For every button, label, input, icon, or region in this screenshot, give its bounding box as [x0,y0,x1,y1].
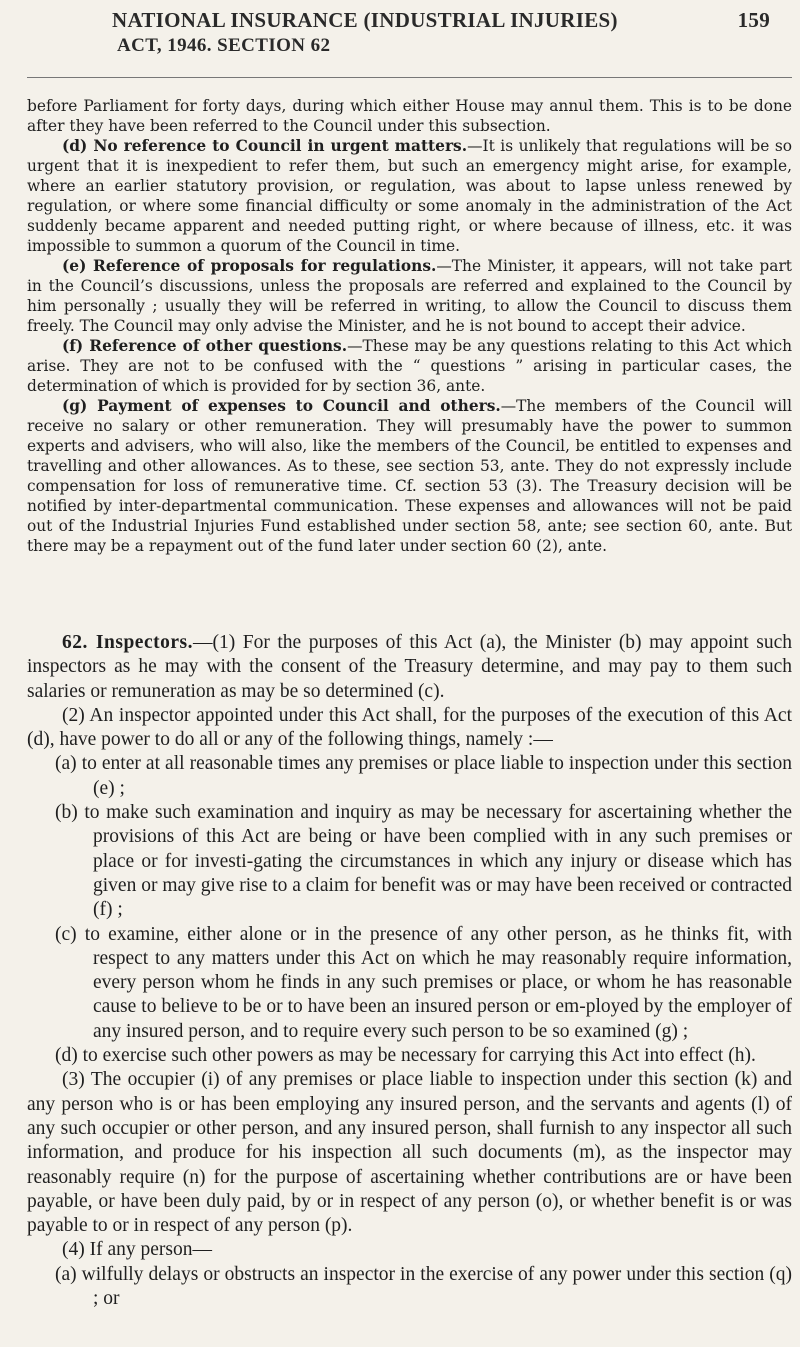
paragraph-c: (c) to examine, either alone or in the presence of any other person, as he thinks fit, with respect to any matters under this Act on which he may reasonably require information, every person whom he finds in any such premises or place, or whom he has reasonable cause to believe to be or to have been an insured person or em-ployed by the employer of any insured person, and to require every such person to be so examined (g) ; [55,923,792,1042]
paragraph-b: (b) to make such examination and inquiry as may be necessary for ascertaining whether the provisions of this Act are being or have been complied with in any such premises or place or for investi-gating the circumstances in which any injury or disease which has given or may give rise to a claim for benefit was or may have been received or contracted (f) ; [55,802,792,921]
subsection-2: (2) An inspector appointed under this Act shall, for the purposes of the execution of this Act (d), have power to do all or any of the following things, namely :— [27,704,792,751]
section-62-text [27,631,792,1311]
note-d-text: —It is unlikely that regulations will be so urgent that it is inexpedient to refer them, but such an emergency might arise, for example, where an earlier statutory provision, or regulation, was about to lapse unless renewed by regulation, or where some financial difficulty or some anomaly in the administration of the Act suddenly became apparent and needed putting right, or where because of illness, etc. it was impossible to summon a quorum of the Council in time. [27,137,792,255]
note-f-text: —These may be any questions relating to this Act which arise. They are not to be confused with the “ questions ” arising in particular cases, the determination of which is provided for by section 36, ante. [27,337,792,395]
header-rule [27,77,792,78]
page-number: 159 [737,8,770,32]
note-d [27,136,792,256]
subsection-4-paragraph-a: (a) wilfully delays or obstructs an inspector in the exercise of any power under this section (q) ; or [55,1263,792,1310]
subsection-1 [27,631,792,704]
subsection-4: (4) If any person— [62,1239,212,1261]
note-e-heading: (e) Reference of proposals for regulations. [62,257,437,275]
paragraph-a: (a) to enter at all reasonable times any premises or place liable to inspection under this section (e) ; [55,753,792,799]
note-f [27,336,792,396]
note-continuation: before Parliament for forty days, during which either House may annul them. This is to be done after they have been referred to the Council under this subsection. [27,97,792,135]
note-g-text: —The members of the Council will receive no salary or other remuneration. They will presumably have the power to summon experts and advisers, who will also, like the members of the Council, be entitled to expenses and travelling and other allowances. As to these, see section 53, ante. They do not expressly include compensation for loss of remunerative time. Cf. section 53 (3). The Treasury decision will be notified by inter-departmental communication. These expenses and allowances will not be paid out of the Industrial Injuries Fund established under section 58, ante; see section 60, ante. But there may be a repayment out of the fund later under section 60 (2), ante. [27,397,793,555]
note-d-heading: (d) No reference to Council in urgent matters. [62,137,468,155]
note-g-heading: (g) Payment of expenses to Council and others. [62,397,501,415]
note-e-text: —The Minister, it appears, will not take part in the Council’s discussions, unless the proposals are referred and explained to the Council by him personally ; usually they will be referred in writing, to allow the Council to discuss them freely. The Council may only advise the Minister, and he is not bound to accept their advice. [27,257,792,335]
paragraph-d: (d) to exercise such other powers as may be necessary for carrying this Act into effect (h). [55,1045,756,1067]
header-subtitle: ACT, 1946. SECTION 62 [117,35,331,56]
header-line [112,8,772,33]
commentary-notes [27,96,792,556]
header-title: NATIONAL INSURANCE (INDUSTRIAL INJURIES) [112,8,618,32]
note-e [27,256,792,336]
note-g [27,396,792,556]
running-header [112,8,772,57]
subsection-1-text: —(1) For the purposes of this Act (a), the Minister (b) may appoint such inspectors as he may with the consent of the Treasury determine, and may pay to them such salaries or remuneration as may be so determined (c). [27,632,792,702]
section-heading: 62. Inspectors. [62,632,193,653]
subsection-3: (3) The occupier (i) of any premises or place liable to inspection under this section (k) and any person who is or has been employing any insured person, and the servants and agents (l) of any such occupier or other person, and any insured person, shall furnish to any inspector all such information, and produce for his inspection all such documents (m), as the inspector may reasonably require (n) for the purpose of ascertaining whether contributions are or have been payable, or have been duly paid, by or in respect of any person (o), or whether benefit is or was payable to or in respect of any person (p). [27,1069,792,1237]
note-f-heading: (f) Reference of other questions. [62,337,348,355]
